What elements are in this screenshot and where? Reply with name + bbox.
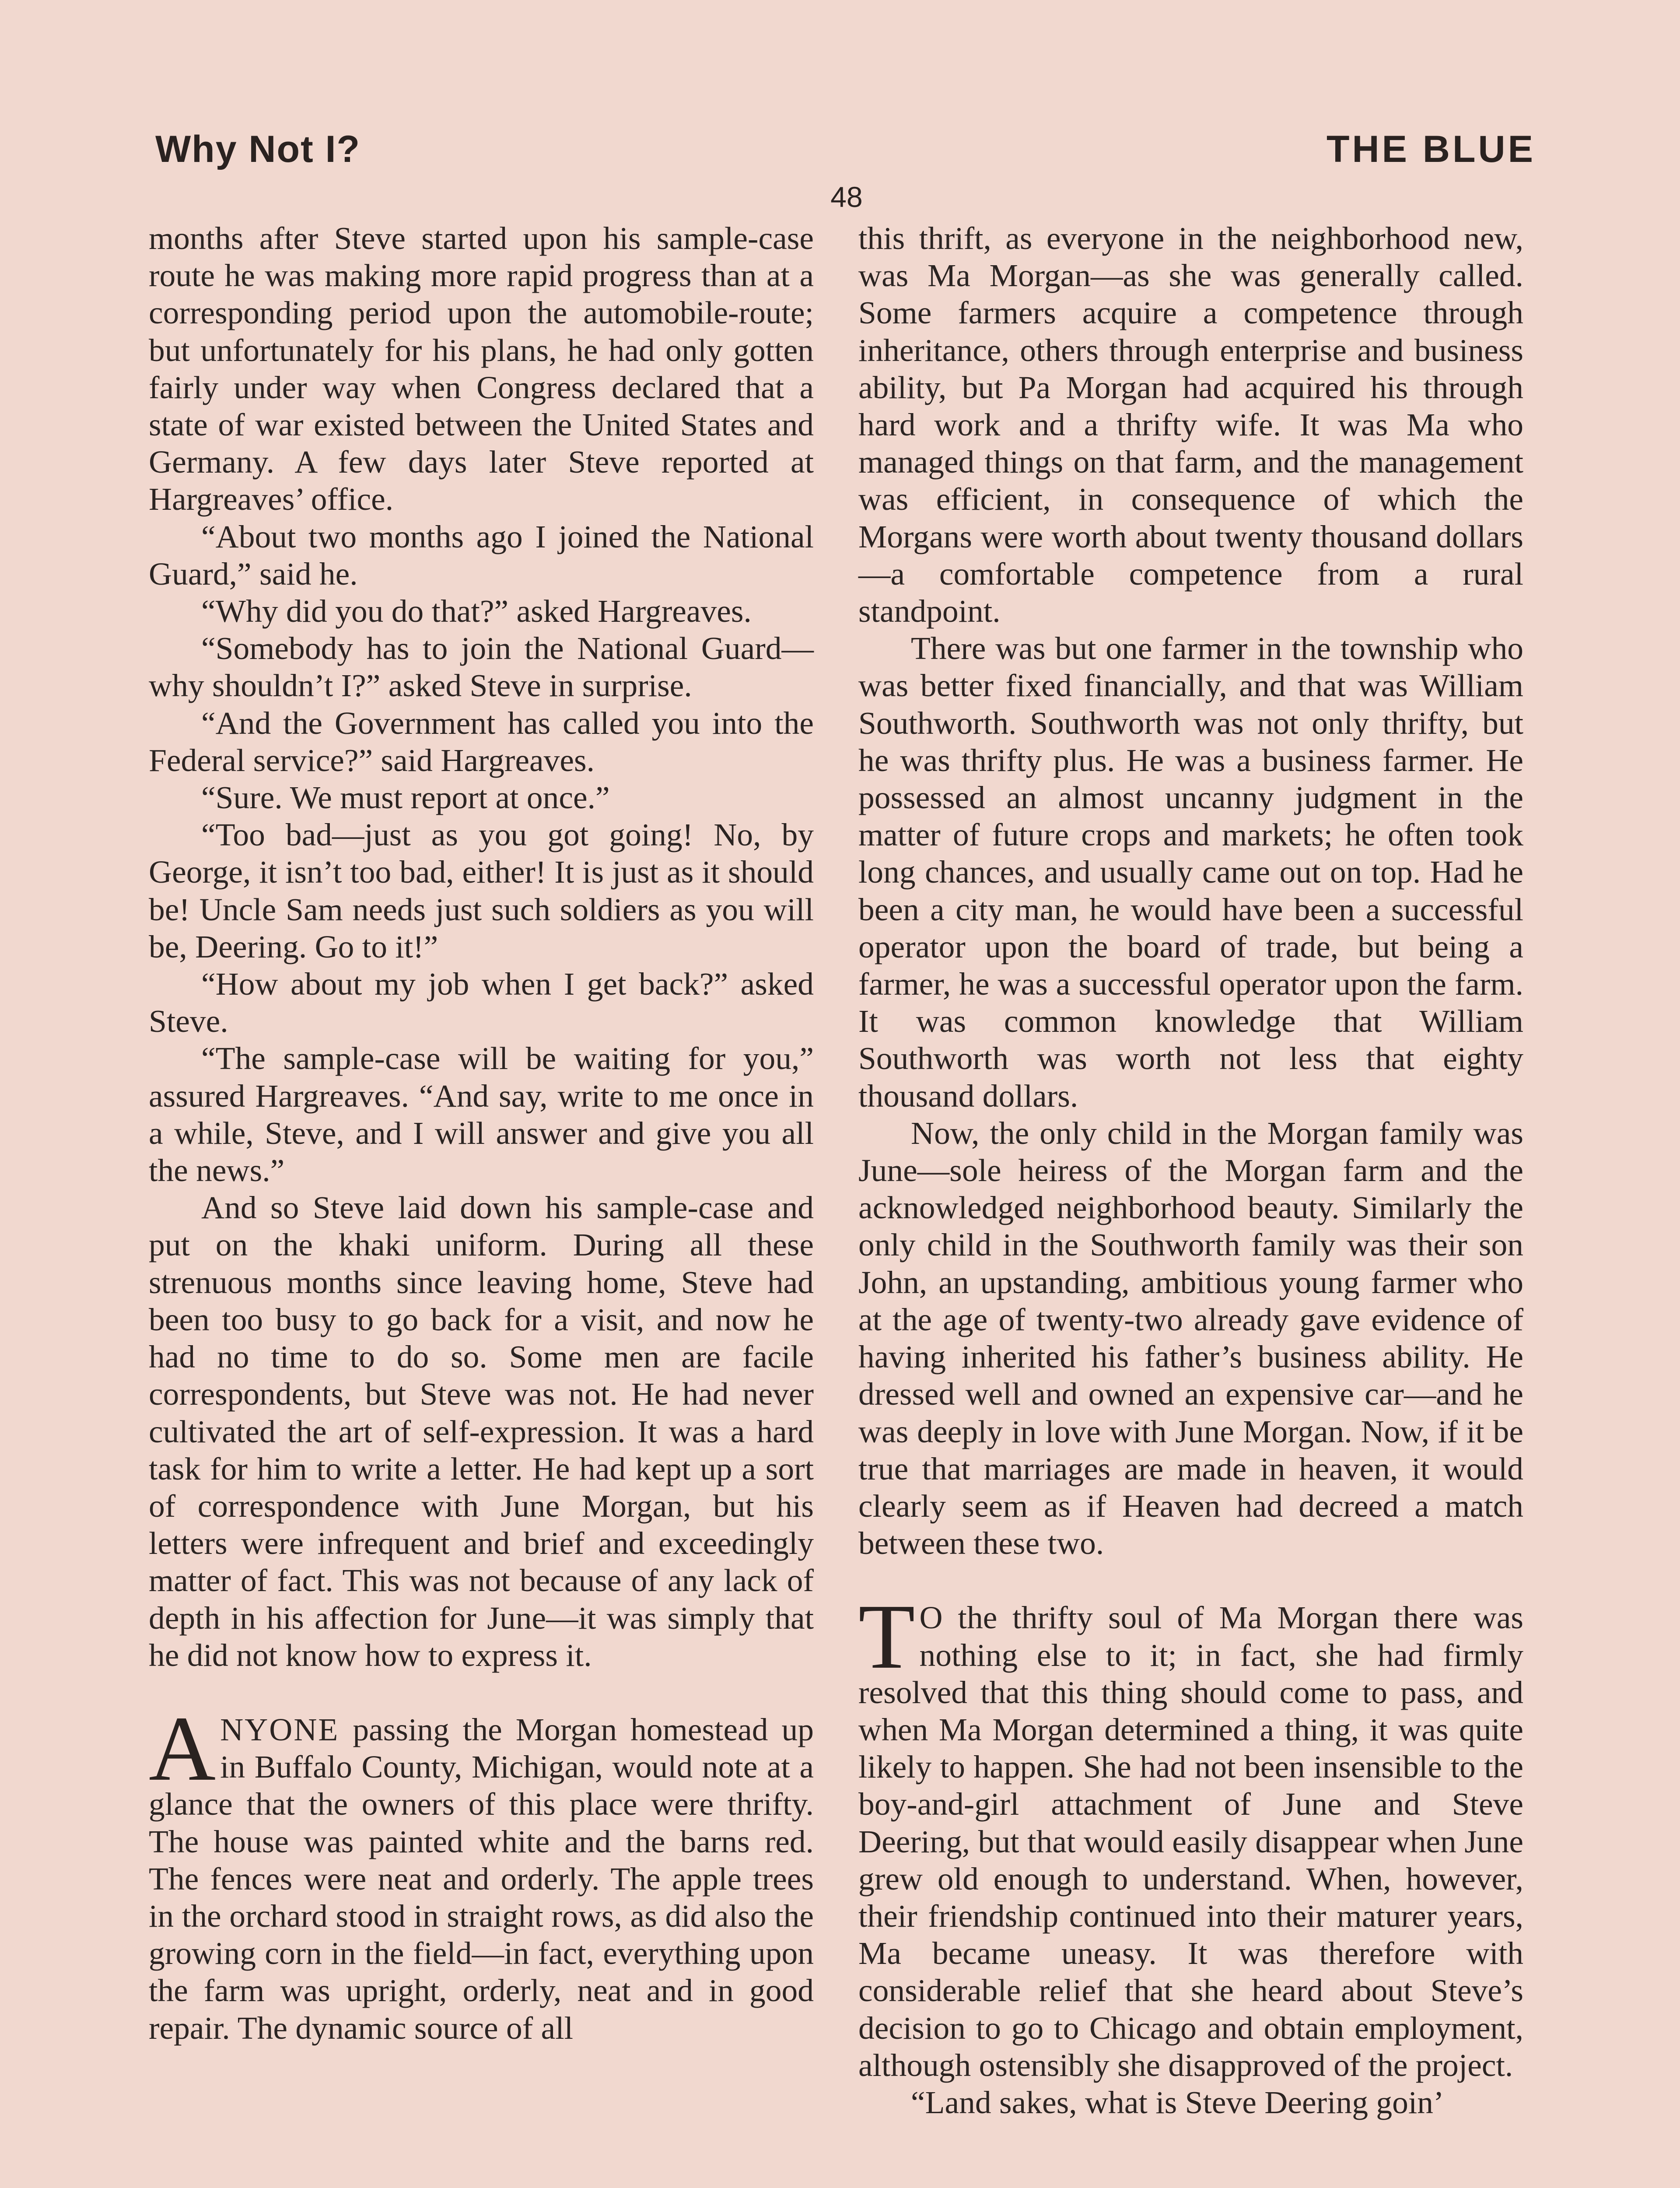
- paragraph: There was but one farmer in the township who was better fixed financially, and that was William Southworth. Southworth was not only thrifty, but he was thrifty plus. He was a business farmer. He possessed an almost uncanny judgment in the matter of future crops and markets; he often took long chances, and usually came out on top. Had he been a city man, he would have been a successful operator upon the board of trade, but being a farmer, he was a successful operator upon the farm. It was common knowledge that William Southworth was worth not less that eighty thousand dollars.: [858, 631, 1523, 1114]
- paragraph: “Sure. We must report at once.”: [201, 780, 610, 816]
- section-text: passing the Morgan homestead up in Buffalo County, Michigan, would note at a glance that the owners of this place were thrifty. The house was painted white and the barns red. The fences were neat and orderly. The apple trees in the orchard stood in straight rows, as did also the growing corn in the field—in fact, everything upon the farm was upright, orderly, neat and in good repair. The dynamic source of all: [149, 1711, 814, 2046]
- drop-cap: T: [858, 1585, 915, 1688]
- drop-cap: A: [149, 1697, 216, 1800]
- page-number: 48: [830, 181, 863, 213]
- section-text: O the thrifty soul of Ma Morgan there was nothing else to it; in fact, she had firmly resolved that this thing should come to pass, and when Ma Morgan determined a thing, it was quite likely to happen. She had not been insensible to the boy-and-girl attachment of June and Steve Deering, but that would easily disappear when June grew old enough to understand. When, however, their friendship continued into their maturer years, Ma became uneasy. It was therefore with considerable relief that she heard about Steve’s decision to go to Chicago and obtain employment, although ostensibly she disapproved of the project.: [858, 1600, 1523, 2083]
- section-opening-paragraph: [149, 1697, 814, 2047]
- right-column: [858, 220, 1523, 2121]
- magazine-title: THE BLUE: [1326, 128, 1536, 170]
- lead-caps: NYONE: [220, 1711, 340, 1747]
- paragraph: “How about my job when I get back?” asked Steve.: [149, 966, 814, 1039]
- paragraph: months after Steve started upon his sample-case route he was making more rapid progress than at a corresponding period upon the automobile-route; but unfortunately for his plans, he had only gotten fairly under way when Congress declared that a state of war existed between the United States and Germany. A few days later Steve reported at Hargreaves’ office.: [149, 221, 814, 517]
- paragraph: “Why did you do that?” asked Hargreaves.: [201, 593, 752, 629]
- paragraph: “The sample-case will be waiting for you,” assured Hargreaves. “And say, write to me once in a while, Steve, and I will answer and give you all the news.”: [149, 1041, 814, 1189]
- paragraph: this thrift, as everyone in the neighborhood new, was Ma Morgan—as she was generally called. Some farmers acquire a competence through inheritance, others through enterprise and business ability, but Pa Morgan had acquired his through hard work and a thrifty wife. It was Ma who managed things on that farm, and the management was efficient, in consequence of which the Morgans were worth about twenty thousand dollars—a comfortable competence from a rural standpoint.: [858, 221, 1523, 629]
- paragraph: “About two months ago I joined the National Guard,” said he.: [149, 519, 814, 592]
- paragraph: “Somebody has to join the National Guard—why shouldn’t I?” asked Steve in surprise.: [149, 631, 814, 704]
- story-title: Why Not I?: [155, 128, 361, 170]
- left-column: [149, 220, 814, 2047]
- paragraph: Now, the only child in the Morgan family was June—sole heiress of the Morgan farm and the acknowledged neighborhood beauty. Similarly the only child in the Southworth family was their son John, an upstanding, ambitious young farmer who at the age of twenty-two already gave evidence of having inherited his father’s business ability. He dressed well and owned an expensive car—and he was deeply in love with June Morgan. Now, if it be true that marriages are made in heaven, it would clearly seem as if Heaven had decreed a match between these two.: [858, 1115, 1523, 1561]
- paragraph: And so Steve laid down his sample-case and put on the khaki uniform. During all these strenuous months since leaving home, Steve had been too busy to go back for a visit, and now he had no time to do so. Some men are facile correspondents, but Steve was not. He had never cultivated the art of self-expression. It was a hard task for him to write a letter. He had kept up a sort of correspondence with June Morgan, but his letters were infrequent and brief and exceedingly matter of fact. This was not because of any lack of depth in his affection for June—it was simply that he did not know how to express it.: [149, 1190, 814, 1673]
- paragraph: “Land sakes, what is Steve Deering goin’: [911, 2084, 1444, 2120]
- paragraph: “And the Government has called you into the Federal service?” said Hargreaves.: [149, 705, 814, 778]
- paragraph: “Too bad—just as you got going! No, by George, it isn’t too bad, either! It is just as it should be! Uncle Sam needs just such soldiers as you will be, Deering. Go to it!”: [149, 817, 814, 964]
- section-opening-paragraph: [858, 1585, 1523, 2084]
